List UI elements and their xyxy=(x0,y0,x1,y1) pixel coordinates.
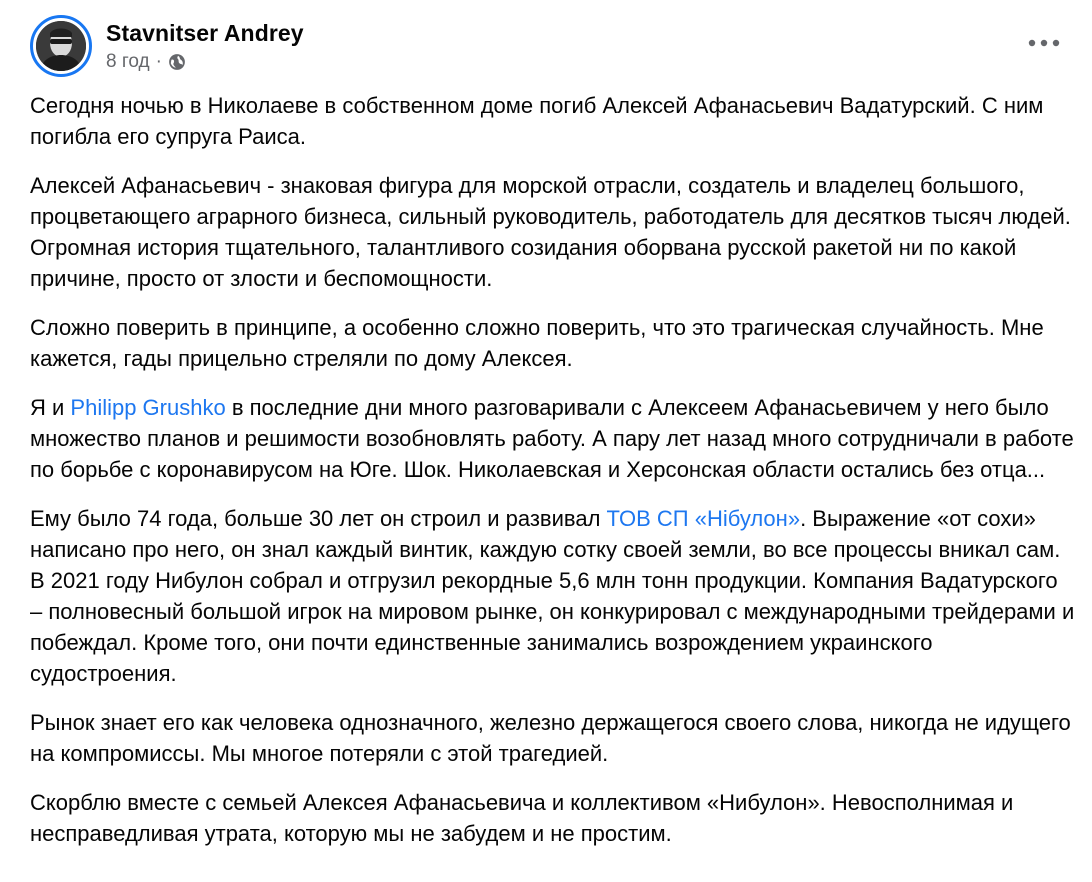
post-meta xyxy=(106,18,304,74)
paragraph-text: . Выражение «от сохи» написано про него, он знал каждый винтик, каждую сотку своей земли, во все процессы вникал сам. В 2021 году Нибулон собрал и отгрузил рекордные 5,6 млн тонн продукции. Компания Вадатурского – полновесный большой игрок на мировом рынке, он конкурировал с международными трейдерами и побеждал. Кроме того, они почти единственные занимались возрождением украинского судостроения. xyxy=(30,506,1075,686)
paragraph-text: Я и xyxy=(30,395,71,420)
more-dots-icon xyxy=(1026,38,1062,48)
post-body xyxy=(30,90,1075,867)
post-paragraph-5 xyxy=(30,503,1075,689)
mention-link-nibulon[interactable]: ТОВ СП «Нібулон» xyxy=(606,506,801,531)
post-subline xyxy=(106,50,304,74)
post-paragraph-6: Рынок знает его как человека однозначного, железно держащегося своего слова, никогда не идущего на компромиссы. Мы многое потеряли с этой трагедией. xyxy=(30,710,1071,766)
post-paragraph-1: Сегодня ночью в Николаеве в собственном доме погиб Алексей Афанасьевич Вадатурский. С ним погибла его супруга Раиса. xyxy=(30,93,1044,149)
paragraph-text: в последние дни много разговаривали с Алексеем Афанасьевичем у него было множество планов и решимости возобновлять работу. А пару лет назад много сотрудничали в работе по борьбе с коронавирусом на Юге. Шок. Николаевская и Херсонская области остались без отца... xyxy=(30,395,1074,482)
avatar-photo xyxy=(36,21,86,71)
post-paragraph-3: Сложно поверить в принципе, а особенно сложно поверить, что это трагическая случайность. Мне кажется, гады прицельно стреляли по дому Алексея. xyxy=(30,315,1044,371)
mention-link-philipp-grushko[interactable]: Philipp Grushko xyxy=(70,395,226,420)
separator-dot: · xyxy=(155,51,162,72)
post-paragraph-2: Алексей Афанасьевич - знаковая фигура для морской отрасли, создатель и владелец большого, процветающего аграрного бизнеса, сильный руководитель, работодатель для десятков тысяч людей. Огромная история тщательного, талантливого созидания оборвана русской ракетой ни по какой причине, просто от злости и беспомощности. xyxy=(30,173,1071,291)
paragraph-text: Ему было 74 года, больше 30 лет он строил и развивал xyxy=(30,506,607,531)
post-paragraph-7: Скорблю вместе с семьей Алексея Афанасьевича и коллективом «Нибулон». Невосполнимая и несправедливая утрата, которую мы не забудем и не простим. xyxy=(30,790,1014,846)
avatar[interactable] xyxy=(30,15,92,77)
post-timestamp[interactable]: 8 год xyxy=(106,51,150,72)
avatar-portrait-icon xyxy=(36,21,86,71)
post-paragraph-4 xyxy=(30,392,1075,485)
more-options-button[interactable] xyxy=(1022,28,1066,58)
post-header xyxy=(30,14,304,78)
globe-icon[interactable] xyxy=(168,53,186,71)
author-name[interactable]: Stavnitser Andrey xyxy=(106,20,304,46)
